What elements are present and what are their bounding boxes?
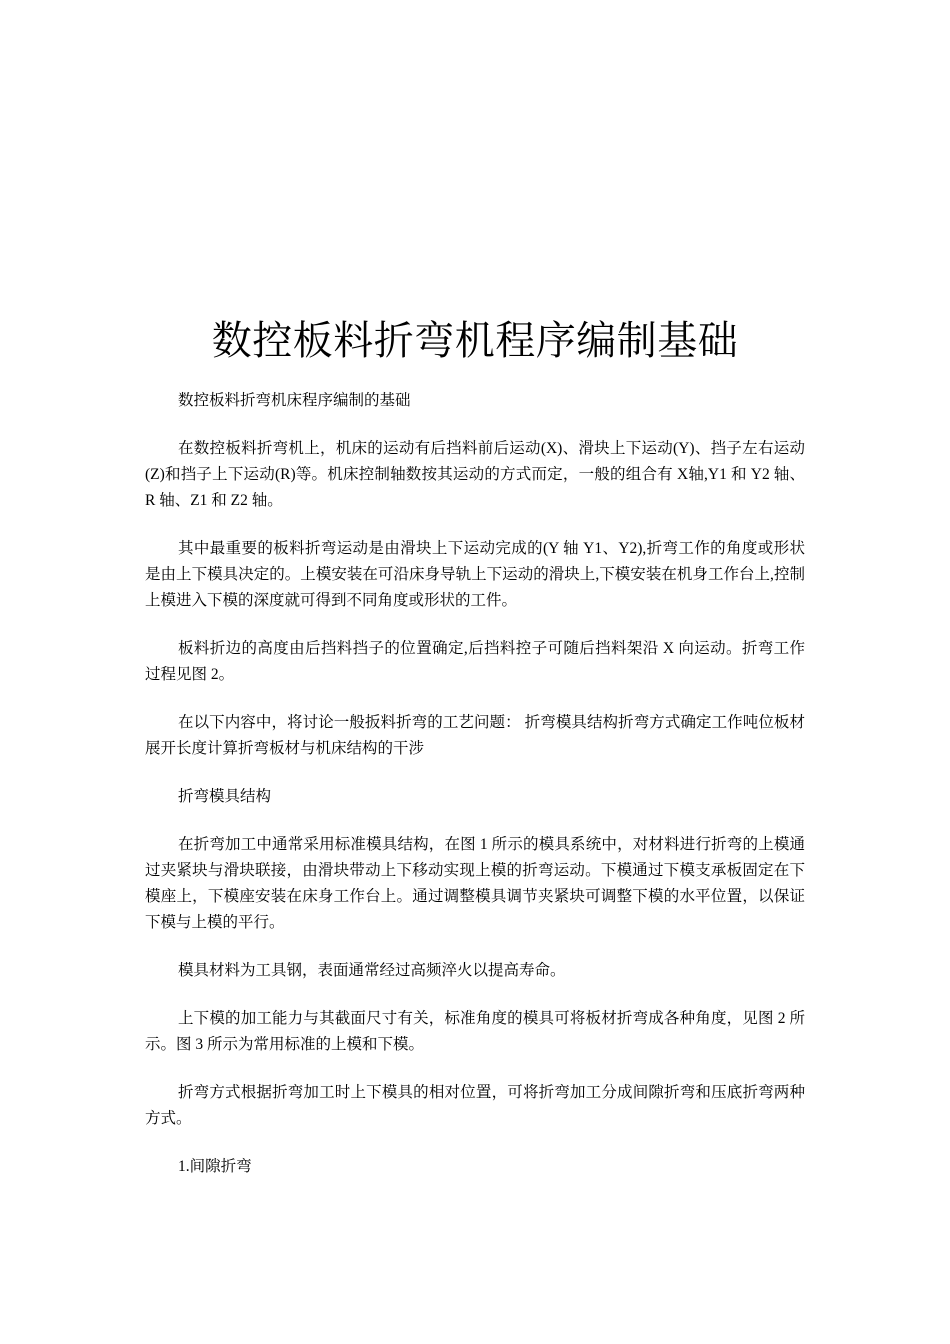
paragraph-topics: 在以下内容中，将讨论一般扳料折弯的工艺问题： 折弯模具结构折弯方式确定工作吨位板材展开长度计算折弯板材与机床结构的干涉 xyxy=(145,714,805,757)
paragraph-die-system: 在折弯加工中通常采用标准模具结构，在图 1 所示的模具系统中，对材料进行折弯的上模通过夹紧块与滑块联接，由滑块带动上下移动实现上模的折弯运动。下模通过下模支承板固定在下模座上，下模座安装在床身工作台上。通过调整模具调节夹紧块可调整下模的水平位置，以保证下模与上模的平行。 xyxy=(145,836,805,931)
paragraph-backgauge: 板料折边的高度由后挡料挡子的位置确定,后挡料控子可随后挡料架沿 X 向运动。折弯工作过程见图 2。 xyxy=(145,640,805,683)
document-body xyxy=(145,388,805,1202)
section-heading-die-structure: 折弯模具结构 xyxy=(178,788,272,805)
paragraph-bending-methods: 折弯方式根据折弯加工时上下模具的相对位置，可将折弯加工分成间隙折弯和压底折弯两种方式。 xyxy=(145,1084,805,1127)
document-title: 数控板料折弯机程序编制基础 xyxy=(211,318,739,363)
paragraph-die-capacity: 上下模的加工能力与其截面尺寸有关，标准角度的模具可将板材折弯成各种角度，见图 2 所示。图 3 所示为常用标准的上模和下模。 xyxy=(145,1010,805,1053)
paragraph-machine-axes: 在数控板料折弯机上，机床的运动有后挡料前后运动(X)、滑块上下运动(Y)、挡子左右运动(Z)和挡子上下运动(R)等。机床控制轴数按其运动的方式而定，一般的组合有 X轴,Y1 和 Y2 轴、R 轴、Z1 和 Z2 轴。 xyxy=(145,440,805,509)
paragraph-die-material: 模具材料为工具钢，表面通常经过高频淬火以提高寿命。 xyxy=(178,962,566,979)
section-heading-air-bending: 1.间隙折弯 xyxy=(178,1158,252,1175)
paragraph-subtitle: 数控板料折弯机床程序编制的基础 xyxy=(178,392,411,409)
paragraph-slider-motion: 其中最重要的板料折弯运动是由滑块上下运动完成的(Y 轴 Y1、Y2),折弯工作的角度或形状是由上下模具决定的。上模安装在可沿床身导轨上下运动的滑块上,下模安装在机身工作台上,控制上模进入下模的深度就可得到不同角度或形状的工件。 xyxy=(145,540,805,609)
